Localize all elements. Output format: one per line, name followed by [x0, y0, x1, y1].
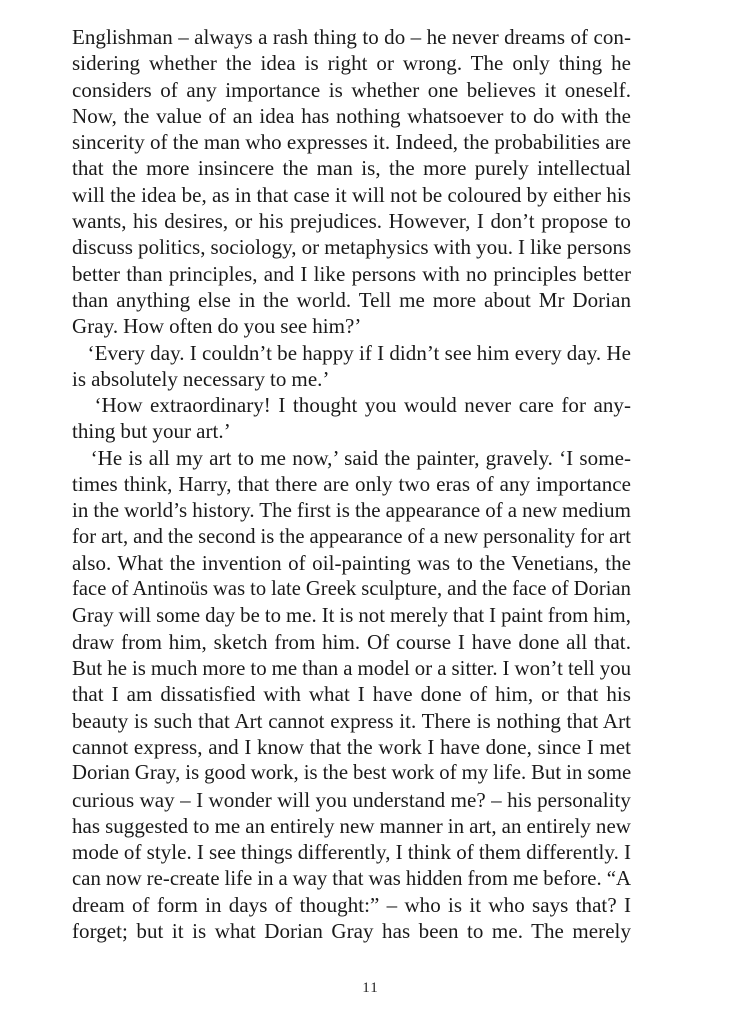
text-line: cannot express, and I know that the work I have done, since I met	[72, 735, 631, 760]
text-line: in the world’s history. The first is the appearance of a new medium	[72, 498, 631, 523]
text-line: Now, the value of an idea has nothing whatsoever to do with the	[72, 103, 631, 128]
text-line: Gray. How often do you see him?’	[72, 314, 362, 339]
text-line: discuss politics, sociology, or metaphysics with you. I like persons	[72, 235, 632, 260]
text-line: ‘He is all my art to me now,’ said the painter, gravely. ‘I some-	[72, 445, 631, 470]
text-line: thing but your art.’	[72, 419, 231, 444]
text-line: has suggested to me an entirely new manner in art, an entirely new	[72, 813, 631, 838]
text-line: that I am dissatisfied with what I have done of him, or that his	[72, 682, 631, 707]
text-line: forget; but it is what Dorian Gray has been to me. The merely	[72, 919, 631, 944]
text-line: better than principles, and I like persons with no principles better	[72, 261, 631, 286]
text-line: ‘How extraordinary! I thought you would never care for any-	[72, 393, 631, 418]
page-number: 11	[362, 980, 379, 996]
text-line: times think, Harry, that there are only two eras of any importance	[72, 472, 631, 497]
text-line: face of Antinoüs was to late Greek sculpture, and the face of Dorian	[72, 578, 631, 601]
text-line: will the idea be, as in that case it will not be coloured by either his	[72, 182, 631, 207]
text-line: can now re-create life in a way that was hidden from me before. “A	[72, 867, 631, 890]
text-line: But he is much more to me than a model or a sitter. I won’t tell you	[72, 656, 632, 681]
body-text	[72, 24, 631, 944]
text-line: considers of any importance is whether one believes it oneself.	[72, 77, 631, 102]
text-line: than anything else in the world. Tell me more about Mr Dorian	[72, 287, 631, 312]
text-line: wants, his desires, or his prejudices. However, I don’t propose to	[72, 209, 631, 234]
text-line: mode of style. I see things differently, I think of them differently. I	[72, 840, 631, 865]
text-line: draw from him, sketch from him. Of course I have done all that.	[72, 629, 631, 654]
text-line: beauty is such that Art cannot express it. There is nothing that Art	[72, 708, 631, 733]
text-line: for art, and the second is the appearance of a new personality for art	[72, 525, 631, 548]
text-line: Gray will some day be to me. It is not merely that I paint from him,	[72, 603, 631, 627]
text-line: Englishman – always a rash thing to do – he never dreams of con-	[72, 25, 631, 49]
text-line: sidering whether the idea is right or wrong. The only thing he	[72, 51, 631, 76]
text-line: sincerity of the man who expresses it. Indeed, the probabilities are	[72, 130, 631, 155]
text-line: is absolutely necessary to me.’	[72, 366, 330, 391]
text-line: curious way – I wonder will you understand me? – his personality	[72, 787, 631, 812]
text-line: ‘Every day. I couldn’t be happy if I didn’t see him every day. He	[72, 340, 631, 365]
text-line: also. What the invention of oil-painting was to the Venetians, the	[72, 550, 631, 575]
text-line: dream of form in days of thought:” – who is it who says that? I	[72, 892, 631, 917]
text-line: that the more insincere the man is, the more purely intellectual	[72, 156, 631, 181]
text-line: Dorian Gray, is good work, is the best work of my life. But in some	[72, 762, 632, 785]
